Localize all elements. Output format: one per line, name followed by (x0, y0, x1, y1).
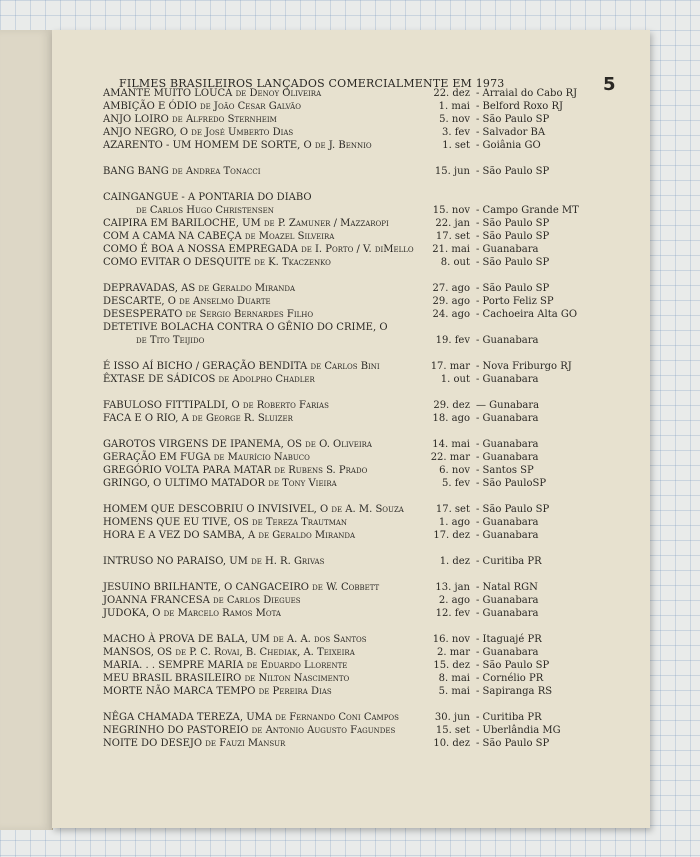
film-entry (52, 737, 650, 750)
film-entry (52, 256, 650, 269)
film-entry (52, 672, 650, 685)
release-city: - Uberlândia MG (476, 725, 561, 736)
film-entry (52, 334, 650, 347)
film-entry (52, 581, 650, 594)
release-date: 3. fev (442, 127, 470, 138)
release-city: - São Paulo SP (476, 283, 550, 294)
release-date: 1. ago (438, 517, 470, 528)
release-city: - Belford Roxo RJ (476, 101, 564, 112)
release-date: 6. nov (439, 465, 470, 476)
release-date: 15. jun (434, 166, 470, 177)
release-date: 1. set (442, 140, 470, 151)
catalog-page (52, 30, 650, 828)
release-city: - Guanabara (476, 374, 539, 385)
film-entry (52, 295, 650, 308)
release-date: 10. dez (433, 738, 470, 749)
film-entry (52, 633, 650, 646)
film-title-director: INTRUSO NO PARAISO, UM de H. R. Grivas (103, 556, 325, 567)
release-date: 22. dez (433, 88, 470, 99)
film-title-director: MANSOS, OS de P. C. Rovai, B. Chediak, A. Teixeira (103, 647, 355, 658)
film-entry (52, 724, 650, 737)
release-date: 22. mar (430, 452, 470, 463)
film-title-director: GERAÇÃO EM FUGA de Maurício Nabuco (103, 452, 310, 463)
film-title-director: de Carlos Hugo Christensen (136, 205, 274, 216)
film-entry (52, 555, 650, 568)
film-entry (52, 321, 650, 334)
release-city: - Cachoeira Alta GO (476, 309, 578, 320)
film-title-director: MACHO À PROVA DE BALA, UM de A. A. dos Santos (103, 634, 367, 645)
film-entry (52, 477, 650, 490)
film-title-director: FABULOSO FITTIPALDI, O de Roberto Farias (103, 400, 329, 411)
release-city: - São Paulo SP (476, 504, 550, 515)
film-title-director: DETETIVE BOLACHA CONTRA O GÊNIO DO CRIME, O (103, 322, 388, 333)
release-date: 17. set (435, 231, 470, 242)
release-date: 17. dez (433, 530, 470, 541)
release-date: 21. mai (432, 244, 470, 255)
release-city: - Natal RGN (476, 582, 538, 593)
film-title-director: HORA E A VEZ DO SAMBA, A de Geraldo Miranda (103, 530, 356, 541)
release-city: - Itaguajé PR (476, 634, 542, 645)
film-title-director: AMANTE MUITO LOUCA de Denoy Oliveira (103, 88, 322, 99)
film-title-director: HOMENS QUE EU TIVE, OS de Tereza Trautman (103, 517, 348, 528)
film-entry (52, 646, 650, 659)
release-city: - Guanabara (476, 517, 539, 528)
film-entry (52, 399, 650, 412)
release-date: 22. jan (435, 218, 470, 229)
film-title-director: ANJO NEGRO, O de José Umberto Dias (103, 127, 294, 138)
release-date: 8. mai (438, 673, 470, 684)
film-title-director: AMBIÇÃO E ÓDIO de João Cesar Galvão (103, 101, 301, 112)
release-city: - Porto Feliz SP (476, 296, 554, 307)
release-city: - São Paulo SP (476, 218, 550, 229)
film-entry (52, 87, 650, 100)
film-title-director: MEU BRASIL BRASILEIRO de Nilton Nascimento (103, 673, 350, 684)
film-title-director: DESCARTE, O de Anselmo Duarte (103, 296, 271, 307)
film-entry (52, 204, 650, 217)
film-entry (52, 373, 650, 386)
release-date: 30. jun (434, 712, 470, 723)
release-city: - São Paulo SP (476, 166, 550, 177)
facing-page-edge (0, 30, 53, 830)
page-number: 5 (603, 74, 616, 95)
release-date: 15. set (435, 725, 470, 736)
film-title-director: CAIPIRA EM BARILOCHE, UM de P. Zamuner / Mazzaropi (103, 218, 389, 229)
release-city: - Sapiranga RS (476, 686, 553, 697)
release-city: - São PauloSP (476, 478, 547, 489)
release-date: 29. ago (432, 296, 470, 307)
film-entry (52, 139, 650, 152)
film-entry (52, 685, 650, 698)
release-city: - Guanabara (476, 413, 539, 424)
film-title-director: MORTE NÃO MARCA TEMPO de Pereira Dias (103, 686, 332, 697)
release-date: 15. nov (432, 205, 470, 216)
release-city: - Guanabara (476, 647, 539, 658)
release-date: 5. mai (438, 686, 470, 697)
release-city: - Arraial do Cabo RJ (476, 88, 578, 99)
film-title-director: de Tito Teijido (136, 335, 205, 346)
release-date: 14. mai (432, 439, 470, 450)
release-city: - Salvador BA (476, 127, 546, 138)
release-date: 12. fev (435, 608, 470, 619)
film-entry (52, 503, 650, 516)
film-entry (52, 607, 650, 620)
film-title-director: É ISSO AÍ BICHO / GERAÇÃO BENDITA de Carlos Bini (103, 361, 380, 372)
release-city: - Guanabara (476, 608, 539, 619)
release-city: - Guanabara (476, 335, 539, 346)
film-title-director: COMO É BOA A NOSSA EMPREGADA de I. Porto / V. diMello (103, 244, 414, 255)
film-entry (52, 230, 650, 243)
film-entry (52, 113, 650, 126)
film-title-director: NEGRINHO DO PASTOREIO de Antonio Augusto Fagundes (103, 725, 396, 736)
release-city: - Guanabara (476, 452, 539, 463)
release-date: 1. mai (438, 101, 470, 112)
film-title-director: DEPRAVADAS, AS de Geraldo Miranda (103, 283, 296, 294)
release-date: 1. dez (439, 556, 470, 567)
film-title-director: ÊXTASE DE SÁDICOS de Adolpho Chadler (103, 374, 315, 385)
release-city: - Nova Friburgo RJ (476, 361, 572, 372)
release-date: 13. jan (435, 582, 470, 593)
film-entry (52, 438, 650, 451)
release-date: 19. fev (435, 335, 470, 346)
film-entry (52, 126, 650, 139)
release-city: — Gunabara (476, 400, 540, 411)
film-title-director: ANJO LOIRO de Alfredo Sternheim (103, 114, 277, 125)
release-date: 1. out (440, 374, 470, 385)
film-entry (52, 659, 650, 672)
release-city: - Guanabara (476, 530, 539, 541)
release-date: 17. mar (430, 361, 470, 372)
film-title-director: MARIA. . . SEMPRE MARIA de Eduardo Llorente (103, 660, 348, 671)
film-title-director: FACA E O RIO, A de George R. Sluizer (103, 413, 293, 424)
film-title-director: GAROTOS VIRGENS DE IPANEMA, OS de O. Oliveira (103, 439, 372, 450)
film-title-director: COM A CAMA NA CABEÇA de Moazel Silveira (103, 231, 335, 242)
release-date: 18. ago (432, 413, 470, 424)
film-entry (52, 360, 650, 373)
film-title-director: JUDOKA, O de Marcelo Ramos Mota (103, 608, 281, 619)
release-date: 5. nov (439, 114, 470, 125)
film-title-director: COMO EVITAR O DESQUITE de K. Tkaczenko (103, 257, 331, 268)
film-title-director: CAINGANGUE - A PONTARIA DO DIABO (103, 192, 312, 203)
release-city: - Santos SP (476, 465, 534, 476)
film-title-director: HOMEM QUE DESCOBRIU O INVISIVEL, O de A. M. Souza (103, 504, 404, 515)
film-title-director: BANG BANG de Andrea Tonacci (103, 166, 261, 177)
release-city: - São Paulo SP (476, 738, 550, 749)
film-entry (52, 191, 650, 204)
film-entry (52, 412, 650, 425)
film-title-director: NÊGA CHAMADA TEREZA, UMA de Fernando Coni Campos (103, 712, 399, 723)
film-entry (52, 594, 650, 607)
release-city: - São Paulo SP (476, 257, 550, 268)
film-entry (52, 711, 650, 724)
film-entry (52, 217, 650, 230)
release-date: 16. nov (432, 634, 470, 645)
release-date: 8. out (440, 257, 470, 268)
film-entry (52, 165, 650, 178)
film-title-director: JOANNA FRANCESA de Carlos Diegues (103, 595, 301, 606)
release-date: 2. ago (438, 595, 470, 606)
film-list (52, 30, 650, 828)
film-title-director: GREGÓRIO VOLTA PARA MATAR de Rubens S. Prado (103, 465, 368, 476)
film-entry (52, 451, 650, 464)
release-date: 17. set (435, 504, 470, 515)
release-date: 5. fev (442, 478, 470, 489)
release-date: 27. ago (432, 283, 470, 294)
film-entry (52, 282, 650, 295)
film-title-director: GRINGO, O ULTIMO MATADOR de Tony Vieira (103, 478, 337, 489)
release-city: - Campo Grande MT (476, 205, 579, 216)
release-city: - São Paulo SP (476, 231, 550, 242)
release-city: - Guanabara (476, 595, 539, 606)
release-city: - São Paulo SP (476, 660, 550, 671)
film-entry (52, 100, 650, 113)
film-title-director: DESESPERATO de Sergio Bernardes Filho (103, 309, 314, 320)
release-date: 29. dez (433, 400, 470, 411)
release-city: - Goiânia GO (476, 140, 541, 151)
release-city: - Guanabara (476, 244, 539, 255)
release-date: 15. dez (433, 660, 470, 671)
film-entry (52, 464, 650, 477)
release-city: - Cornélio PR (476, 673, 544, 684)
film-title-director: NOITE DO DESEJO de Fauzi Mansur (103, 738, 286, 749)
release-date: 2. mar (437, 647, 470, 658)
film-entry (52, 243, 650, 256)
release-city: - Guanabara (476, 439, 539, 450)
release-city: - Curitiba PR (476, 712, 542, 723)
release-city: - São Paulo SP (476, 114, 550, 125)
release-city: - Curitiba PR (476, 556, 542, 567)
film-entry (52, 308, 650, 321)
film-entry (52, 529, 650, 542)
film-entry (52, 516, 650, 529)
release-date: 24. ago (432, 309, 470, 320)
film-title-director: AZARENTO - UM HOMEM DE SORTE, O de J. Bennio (103, 140, 372, 151)
film-title-director: JESUINO BRILHANTE, O CANGACEIRO de W. Cobbett (103, 582, 380, 593)
page-title: FILMES BRASILEIROS LANÇADOS COMERCIALMENTE EM 1973 (119, 77, 505, 90)
